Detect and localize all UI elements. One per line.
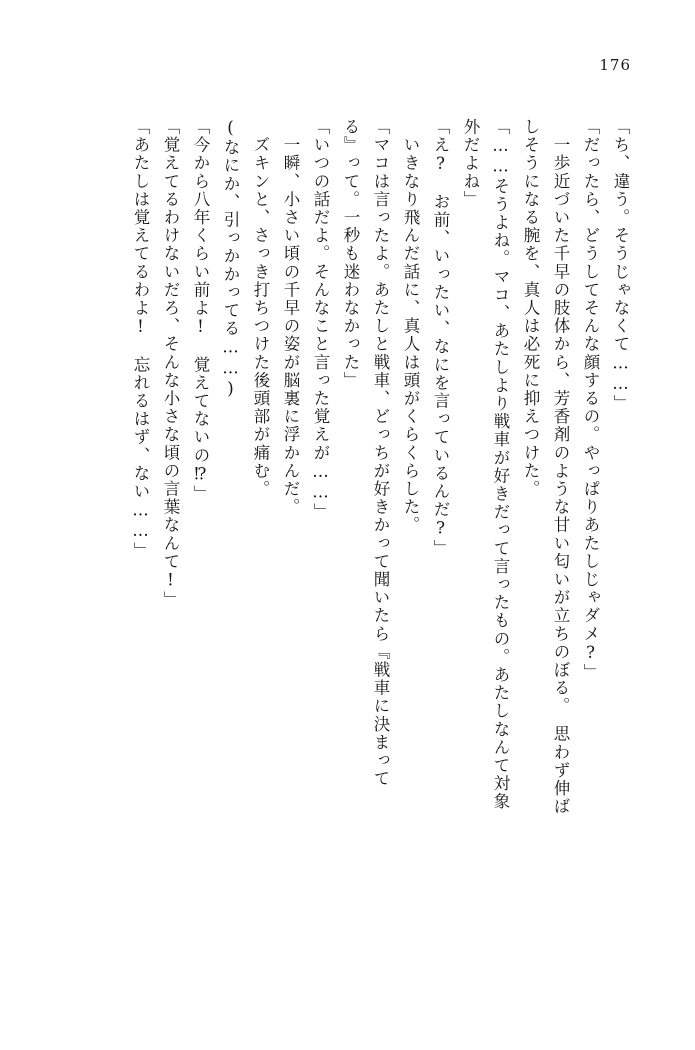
- text-line: 「だったら、どうしてそんな顔するの。やっぱりあたしじゃダメ?」: [581, 118, 600, 682]
- text-line: 「覚えてるわけないだろ、そんな小さな頃の言葉なんて!」: [161, 118, 180, 610]
- text-line: 「マコは言ったよ。あたしと戦車、どっちが好きかって聞いたら『戦車に決まって: [371, 118, 390, 788]
- text-line: ズキンと、さっき打ちつけた後頭部が痛む。: [251, 118, 270, 499]
- text-line: 「いつの話だよ。そんなこと言った覚えが……」: [311, 118, 330, 522]
- text-line: 一瞬、小さい頃の千早の姿が脳裏に浮かんだ。: [281, 118, 300, 517]
- text-line: いきなり飛んだ話に、真人は頭がくらくらした。: [401, 118, 420, 535]
- text-line: (なにか、引っかかってる……): [221, 118, 240, 400]
- text-line: 「え? お前、いったい、なにを言っているんだ?」: [431, 118, 450, 558]
- text-line: る』って。一秒も迷わなかった」: [341, 118, 360, 390]
- text-line: 「あたしは覚えてるわよ! 忘れるはず、ない……」: [131, 118, 150, 560]
- text-line: しそうになる腕を、真人は必死に抑えつけた。: [521, 118, 540, 499]
- text-line: 「……そうよね。マコ、あたしより戦車が好きだって言ったもの。あたしなんて対象: [491, 118, 510, 811]
- text-line: 一歩近づいた千早の肢体から、芳香剤のような甘い匂いが立ちのぼる。 思わず伸ば: [551, 118, 570, 816]
- page-text-body: [60, 118, 635, 980]
- page-number: 176: [599, 56, 631, 74]
- text-line: 外だよね」: [461, 118, 480, 209]
- text-line: 「今から八年くらい前よ! 覚えてないの⁉」: [191, 118, 210, 504]
- text-line: 「ち、違う。そうじゃなくて……」: [611, 118, 630, 413]
